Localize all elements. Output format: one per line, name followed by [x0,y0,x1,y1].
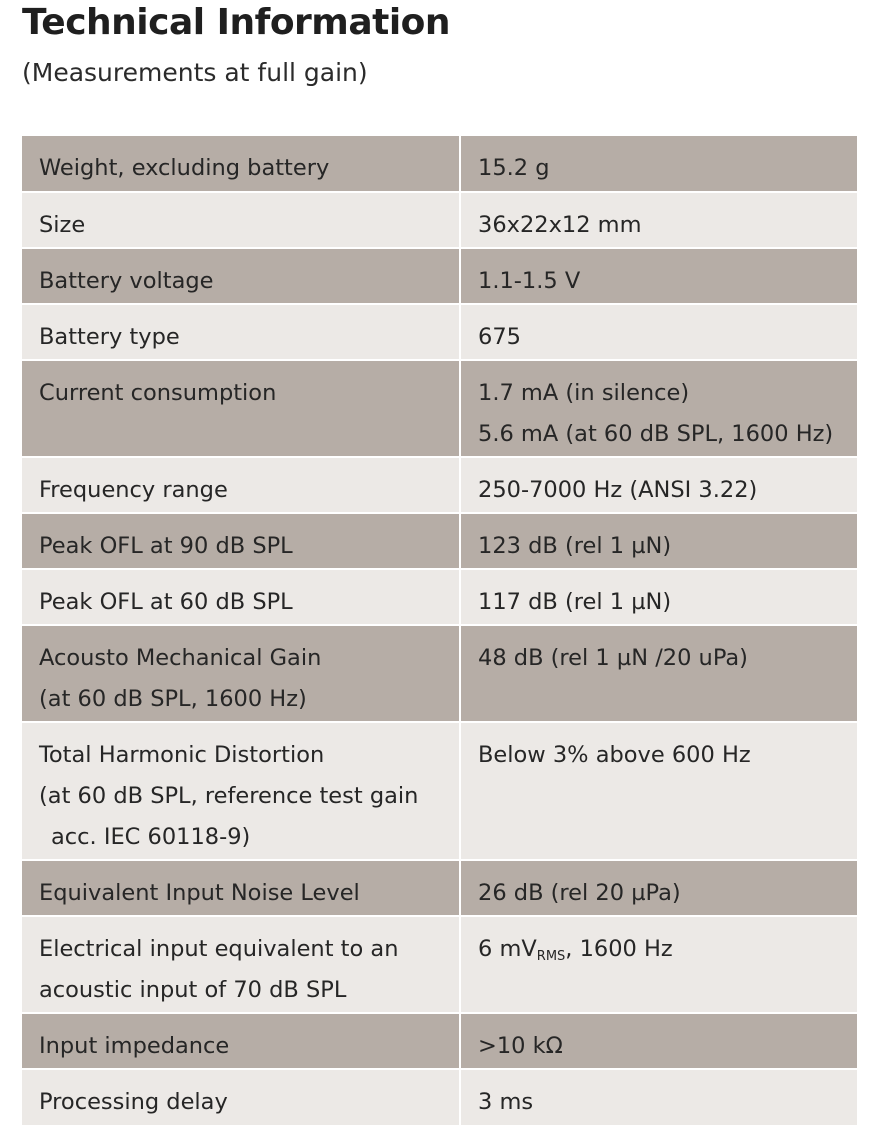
row-label-electrical-input-equivalent: Electrical input equivalent to an acoustic input of 70 dB SPL [22,916,460,1013]
row-value-battery-type: 675 [460,304,857,360]
table-row [22,457,857,513]
row-label-peak-ofl-60: Peak OFL at 60 dB SPL [22,569,460,625]
row-label-battery-type: Battery type [22,304,460,360]
row-label-size: Size [22,192,460,248]
technical-info-table [22,136,857,1125]
row-label-battery-voltage: Battery voltage [22,248,460,304]
table-row [22,916,857,1013]
row-value-frequency-range: 250-7000 Hz (ANSI 3.22) [460,457,857,513]
row-label-peak-ofl-90: Peak OFL at 90 dB SPL [22,513,460,569]
row-value-peak-ofl-90: 123 dB (rel 1 µN) [460,513,857,569]
page-title: Technical Information [22,2,451,43]
row-label-weight: Weight, excluding battery [22,136,460,192]
row-label-input-impedance: Input impedance [22,1013,460,1069]
table-row [22,625,857,722]
table-row [22,1069,857,1125]
table-row [22,248,857,304]
table-row [22,569,857,625]
table-row [22,192,857,248]
row-value-peak-ofl-60: 117 dB (rel 1 µN) [460,569,857,625]
table-row [22,860,857,916]
row-value-electrical-input-equivalent: 6 $mV_{RMS}$, 1600 Hz [460,916,857,1013]
row-label-acousto-mechanical-gain: Acousto Mechanical Gain (at 60 dB SPL, 1600 Hz) [22,625,460,722]
row-label-current-consumption: Current consumption [22,360,460,457]
table-row [22,1013,857,1069]
row-value-battery-voltage: 1.1-1.5 V [460,248,857,304]
table-row [22,722,857,860]
row-value-total-harmonic-distortion: Below 3% above 600 Hz [460,722,857,860]
row-value-acousto-mechanical-gain: 48 dB (rel 1 µN /20 uPa) [460,625,857,722]
row-value-current-consumption: 1.7 mA (in silence) 5.6 mA (at 60 dB SPL, 1600 Hz) [460,360,857,457]
row-value-input-impedance: >10 kΩ [460,1013,857,1069]
row-value-equivalent-input-noise: 26 dB (rel 20 µPa) [460,860,857,916]
row-label-equivalent-input-noise: Equivalent Input Noise Level [22,860,460,916]
row-value-processing-delay: 3 ms [460,1069,857,1125]
row-value-weight: 15.2 g [460,136,857,192]
row-label-total-harmonic-distortion: Total Harmonic Distortion (at 60 dB SPL, reference test gain acc. IEC 60118-9) [22,722,460,860]
row-label-frequency-range: Frequency range [22,457,460,513]
row-value-size: 36x22x12 mm [460,192,857,248]
table-row [22,360,857,457]
row-label-processing-delay: Processing delay [22,1069,460,1125]
table-row [22,136,857,192]
table-row [22,304,857,360]
table-row [22,513,857,569]
page-subtitle: (Measurements at full gain) [22,58,368,87]
